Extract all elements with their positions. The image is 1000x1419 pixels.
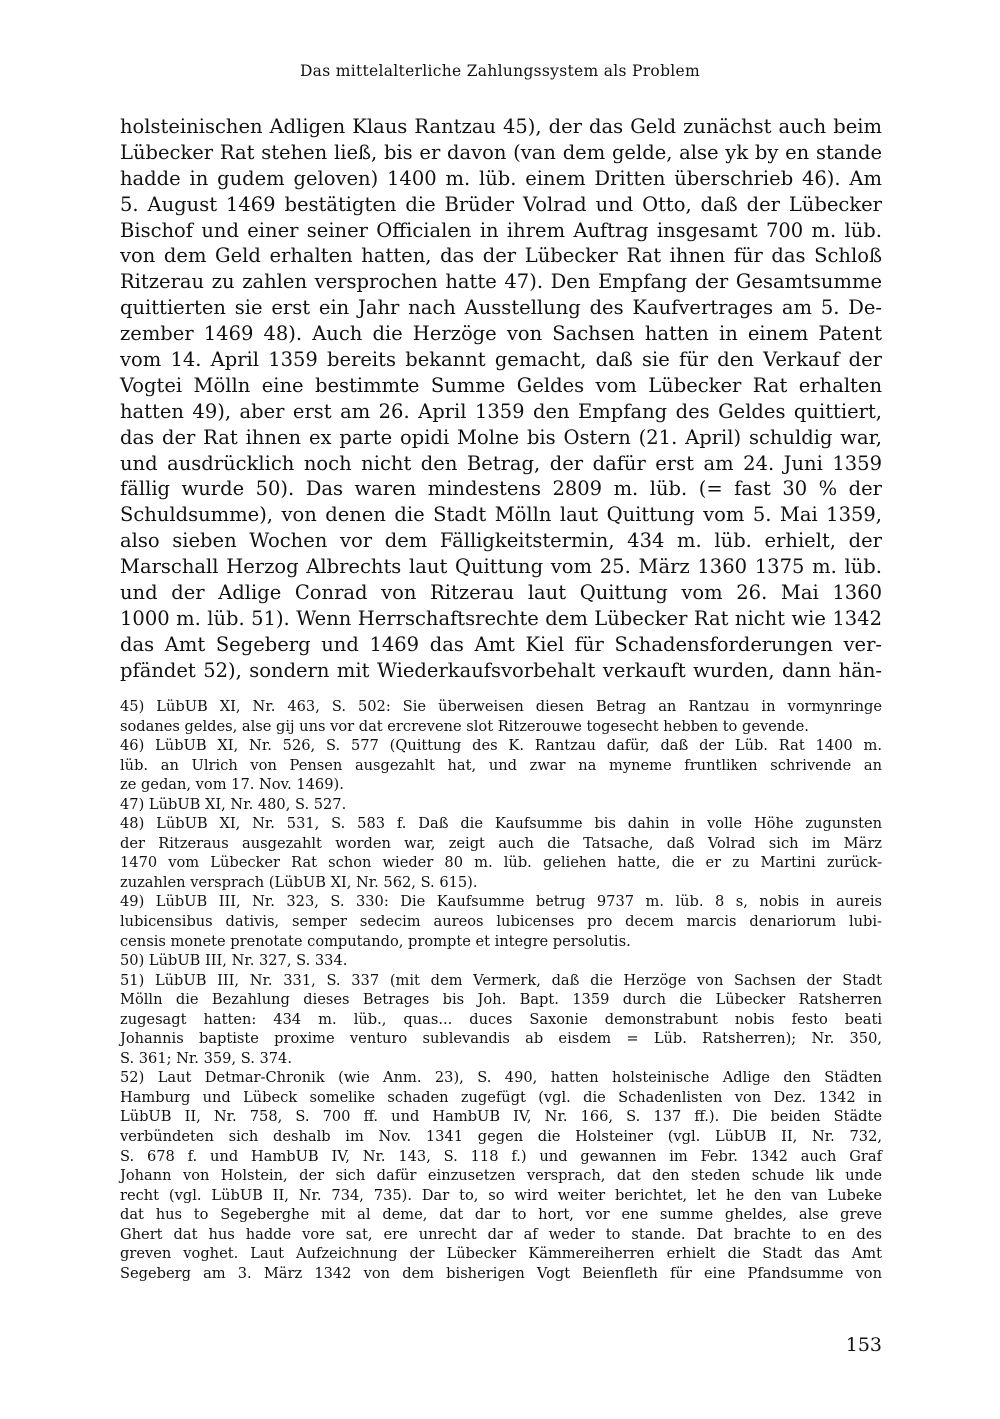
- footnote-50: [120, 951, 882, 971]
- footnote-48: [120, 814, 882, 892]
- footnote-52: [120, 1068, 882, 1283]
- footnote-51: [120, 971, 882, 1069]
- footnote-line: ze gedan, vom 17. Nov. 1469).: [120, 776, 344, 794]
- page-number: 153: [845, 1334, 882, 1356]
- text-line: das der Rat ihnen ex parte opidi Molne bis Ostern (21. April) schuldig war,: [120, 425, 882, 449]
- text-line: und ausdrücklich noch nicht den Betrag, der dafür erst am 24. Juni 1359: [120, 451, 882, 475]
- footnote-line: recht (vgl. LübUB II, Nr. 734, 735). Dar to, so wird weiter berichtet, let he den van Lubeke: [120, 1186, 882, 1204]
- footnote-line: 48) LübUB XI, Nr. 531, S. 583 f. Daß die Kaufsumme bis dahin in volle Höhe zugunsten: [120, 815, 882, 833]
- footnote-line: dat hus to Segeberghe mit al deme, dat dar to hort, vor ene summe gheldes, alse greve: [120, 1206, 882, 1224]
- text-line: hadde in gudem geloven) 1400 m. lüb. einem Dritten überschrieb 46). Am: [120, 166, 882, 190]
- text-line: vom 14. April 1359 bereits bekannt gemacht, daß sie für den Verkauf der: [120, 348, 882, 372]
- text-line: und der Adlige Conrad von Ritzerau laut Quittung vom 26. Mai 1360: [120, 581, 882, 605]
- text-line: Ritzerau zu zahlen versprochen hatte 47). Den Empfang der Gesamtsumme: [120, 270, 882, 294]
- text-line: Lübecker Rat stehen ließ, bis er davon (van dem gelde, alse yk by en stande: [120, 140, 882, 164]
- text-line: fällig wurde 50). Das waren mindestens 2809 m. lüb. (= fast 30 % der: [120, 477, 882, 501]
- footnote-line: greven voghet. Laut Aufzeichnung der Lübecker Kämmereiherren erhielt die Stadt das Amt: [120, 1245, 882, 1263]
- footnote-47: [120, 795, 882, 815]
- footnotes: [120, 697, 882, 1283]
- footnote-line: verbündeten sich deshalb im Nov. 1341 gegen die Holsteiner (vgl. LübUB II, Nr. 732,: [120, 1128, 882, 1146]
- footnote-line: 46) LübUB XI, Nr. 526, S. 577 (Quittung des K. Rantzau dafür, daß der Lüb. Rat 1400 m.: [120, 737, 882, 755]
- text-line: also sieben Wochen vor dem Fälligkeitstermin, 434 m. lüb. erhielt, der: [120, 529, 882, 553]
- footnote-line: sodanes geldes, alse gij uns vor dat ercrevene slot Ritzerouwe togesecht hebben to gevende.: [120, 717, 809, 735]
- footnote-line: 51) LübUB III, Nr. 331, S. 337 (mit dem Vermerk, daß die Herzöge von Sachsen der Stadt: [120, 971, 882, 989]
- footnote-line: S. 361; Nr. 359, S. 374.: [120, 1049, 292, 1067]
- footnote-line: Johann von Holstein, der sich dafür einzusetzen versprach, dat den steden schude lik unde: [120, 1167, 882, 1185]
- footnote-line: lüb. an Ulrich von Pensen ausgezahlt hat, und zwar na myneme fruntliken schrivende an: [120, 756, 882, 774]
- text-line: von dem Geld erhalten hatten, das der Lübecker Rat ihnen für das Schloß: [120, 244, 882, 268]
- footnote-line: S. 678 f. und HambUB IV, Nr. 143, S. 118 f.) und gewannen im Febr. 1342 auch Graf: [120, 1147, 882, 1165]
- footnote-line: Hamburg und Lübeck somelike schaden zugefügt (vgl. die Schadenlisten von Dez. 1342 in: [120, 1088, 882, 1106]
- text-line: Schuldsumme), von denen die Stadt Mölln laut Quittung vom 5. Mai 1359,: [120, 503, 882, 527]
- footnote-line: zugesagt hatten: 434 m. lüb., quas... duces Saxonie demonstrabunt nobis festo beati: [120, 1010, 882, 1028]
- running-head: Das mittelalterliche Zahlungssystem als Problem: [299, 62, 701, 80]
- footnote-line: Mölln die Bezahlung dieses Betrages bis Joh. Bapt. 1359 durch die Lübecker Ratsherren: [120, 991, 882, 1009]
- text-line: zember 1469 48). Auch die Herzöge von Sachsen hatten in einem Patent: [120, 322, 882, 346]
- text-line: quittierten sie erst ein Jahr nach Ausstellung des Kaufvertrages am 5. De-: [120, 296, 882, 320]
- footnote-line: lubicensibus dativis, semper sedecim aureos lubicenses pro decem marcis denariorum lubi-: [120, 913, 882, 931]
- footnote-line: zuzahlen versprach (LübUB XI, Nr. 562, S. 615).: [120, 873, 478, 891]
- footnote-line: 47) LübUB XI, Nr. 480, S. 527.: [120, 795, 347, 813]
- footnote-line: Segeberg am 3. März 1342 von dem bisherigen Vogt Beienfleth für eine Pfandsumme von: [120, 1264, 882, 1282]
- footnote-line: 52) Laut Detmar-Chronik (wie Anm. 23), S. 490, hatten holsteinische Adlige den Städten: [120, 1069, 882, 1087]
- text-line: holsteinischen Adligen Klaus Rantzau 45), der das Geld zunächst auch beim: [120, 115, 882, 138]
- footnote-line: 45) LübUB XI, Nr. 463, S. 502: Sie überweisen diesen Betrag an Rantzau in vormynringe: [120, 698, 882, 715]
- text-line: Marschall Herzog Albrechts laut Quittung vom 25. März 1360 1375 m. lüb.: [120, 555, 882, 579]
- text-line: hatten 49), aber erst am 26. April 1359 den Empfang des Geldes quittiert,: [120, 399, 882, 423]
- footnote-line: Johannis baptiste proxime venturo sublevandis ab eisdem = Lüb. Ratsherren); Nr. 350,: [120, 1030, 882, 1048]
- footnote-line: 49) LübUB III, Nr. 323, S. 330: Die Kaufsumme betrug 9737 m. lüb. 8 s, nobis in aureis: [120, 893, 882, 911]
- footnote-49: [120, 892, 882, 951]
- footnote-line: 50) LübUB III, Nr. 327, S. 334.: [120, 952, 348, 970]
- footnote-line: der Ritzeraus ausgezahlt worden war, zeigt auch die Tatsache, daß Volrad sich im März: [120, 834, 882, 852]
- footnote-46: [120, 736, 882, 795]
- text-line: 1000 m. lüb. 51). Wenn Herrschaftsrechte dem Lübecker Rat nicht wie 1342: [120, 606, 882, 630]
- footnote-line: censis monete prenotate computando, prompte et integre persolutis.: [120, 932, 631, 950]
- footnote-45: [120, 697, 882, 736]
- text-line: Bischof und einer seiner Officialen in ihrem Auftrag insgesamt 700 m. lüb.: [120, 218, 882, 242]
- text-line: 5. August 1469 bestätigten die Brüder Volrad und Otto, daß der Lübecker: [120, 192, 882, 216]
- text-line: das Amt Segeberg und 1469 das Amt Kiel für Schadensforderungen ver-: [120, 632, 882, 656]
- main-text: [120, 114, 882, 684]
- footnote-line: 1470 vom Lübecker Rat schon wieder 80 m. lüb. geliehen hatte, die er zu Martini zurück-: [120, 854, 882, 872]
- text-line: pfändet 52), sondern mit Wiederkaufsvorbehalt verkauft wurden, dann hän-: [120, 658, 882, 682]
- text-line: Vogtei Mölln eine bestimmte Summe Geldes vom Lübecker Rat erhalten: [120, 373, 882, 397]
- footnote-line: LübUB II, Nr. 758, S. 700 ff. und HambUB IV, Nr. 166, S. 137 ff.). Die beiden Städte: [120, 1108, 882, 1126]
- footnote-line: Ghert dat hus hadde vore sat, ere unrecht dar af weder to stande. Dat brachte to en des: [120, 1225, 882, 1243]
